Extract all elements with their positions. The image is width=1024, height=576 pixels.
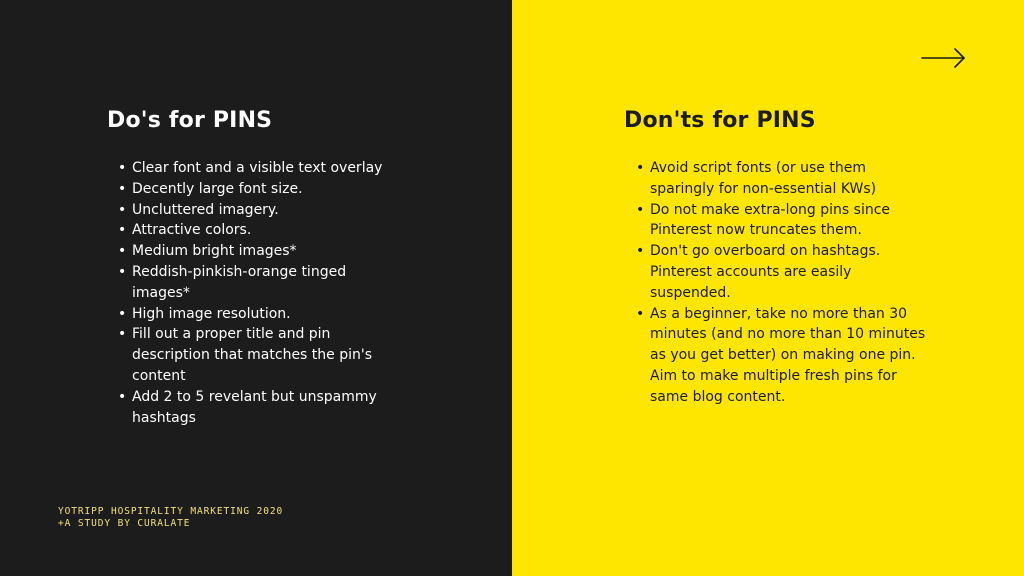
footer-line-source: +A STUDY BY CURALATE [58, 518, 191, 529]
list-item: • Uncluttered imagery. [118, 200, 408, 221]
list-item: • Reddish-pinkish-orange tinged images* [118, 262, 408, 304]
list-item: • Clear font and a visible text overlay [118, 158, 408, 179]
list-item: • Do not make extra-long pins since Pinterest now truncates them. [636, 200, 926, 242]
list-item: • Fill out a proper title and pin description that matches the pin's content [118, 324, 408, 386]
donts-list [636, 158, 926, 408]
list-item: • High image resolution. [118, 304, 408, 325]
list-item: • Avoid script fonts (or use them sparingly for non-essential KWs) [636, 158, 926, 200]
list-item: • As a beginner, take no more than 30 minutes (and no more than 10 minutes as you get better) on making one pin. Aim to make multiple fresh pins for same blog content. [636, 304, 926, 408]
dos-heading: Do's for PINS [107, 108, 273, 133]
donts-heading: Don'ts for PINS [624, 108, 816, 133]
arrow-right-icon[interactable] [920, 46, 968, 70]
list-item: • Decently large font size. [118, 179, 408, 200]
list-item: • Add 2 to 5 revelant but unspammy hashtags [118, 387, 408, 429]
footer-line-brand: YOTRIPP HOSPITALITY MARKETING 2020 [58, 506, 284, 517]
footer-credit [58, 506, 283, 530]
list-item: • Attractive colors. [118, 220, 408, 241]
donts-panel [512, 0, 1024, 576]
list-item: • Medium bright images* [118, 241, 408, 262]
list-item: • Don't go overboard on hashtags. Pinterest accounts are easily suspended. [636, 241, 926, 303]
dos-list [118, 158, 408, 428]
